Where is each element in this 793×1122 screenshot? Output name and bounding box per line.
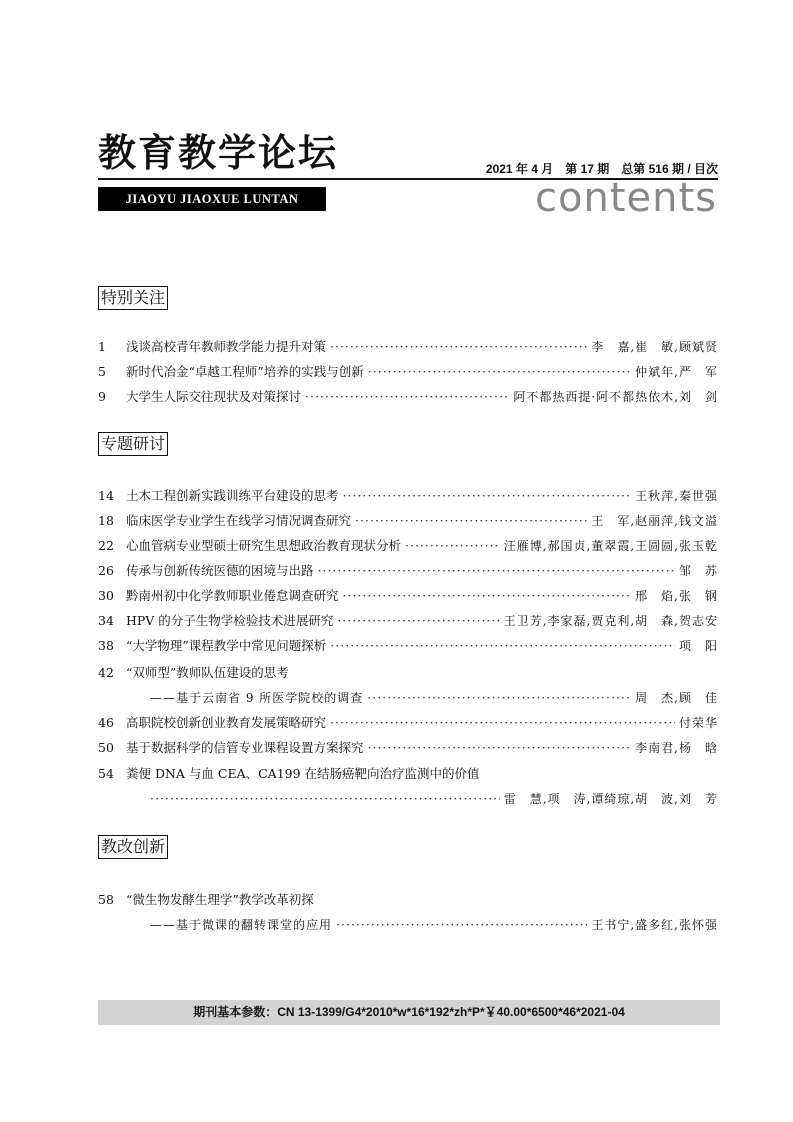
toc-entry[interactable] (98, 610, 718, 630)
toc-entry[interactable] (98, 889, 718, 909)
article-authors: 邹 苏 (678, 563, 718, 578)
journal-title: 教育教学论坛 (98, 131, 339, 175)
article-title: “微生物发酵生理学”教学改革初探 (126, 892, 314, 907)
toc-entry[interactable] (98, 712, 718, 732)
dot-leader (368, 740, 632, 755)
toc-entry[interactable] (98, 763, 718, 783)
article-title: “双师型”教师队伍建设的思考 (126, 665, 289, 680)
article-authors: 王 军,赵丽萍,钱文溢 (591, 513, 718, 528)
page-number: 22 (98, 537, 114, 553)
toc-entry[interactable] (98, 662, 718, 682)
article-authors: 王书宁,盛多红,张怀强 (591, 917, 718, 932)
dot-leader (330, 638, 675, 653)
page-number: 34 (98, 612, 114, 628)
toc-entry[interactable] (98, 585, 718, 605)
dot-leader (318, 563, 675, 578)
dot-leader (336, 917, 587, 932)
dot-leader (343, 588, 632, 603)
page-number: 54 (98, 765, 114, 781)
article-title: 土木工程创新实践训练平台建设的思考 (126, 488, 339, 503)
dot-leader (150, 791, 500, 806)
contents-heading: contents (535, 175, 717, 221)
page-number: 46 (98, 714, 114, 730)
journal-pinyin-banner: JIAOYU JIAOXUE LUNTAN (98, 187, 326, 211)
page-number: 38 (98, 637, 114, 653)
page-number: 1 (98, 338, 106, 354)
article-title: HPV 的分子生物学检验技术进展研究 (126, 613, 334, 628)
toc-entry[interactable] (98, 485, 718, 505)
toc-entry[interactable] (98, 560, 718, 580)
article-title: 大学生人际交往现状及对策探讨 (126, 389, 302, 404)
article-title: “大学物理”课程教学中常见问题探析 (126, 638, 327, 653)
dot-leader (405, 538, 500, 553)
dot-leader (367, 690, 631, 705)
page-number: 58 (98, 891, 114, 907)
article-authors: 周 杰,顾 佳 (635, 690, 718, 705)
article-title: 粪便 DNA 与血 CEA、CA199 在结肠癌靶向治疗监测中的价值 (126, 766, 480, 781)
article-title: 高职院校创新创业教育发展策略研究 (126, 715, 327, 730)
article-title: 传承与创新传统医德的困境与出路 (126, 563, 314, 578)
toc-entry[interactable] (98, 635, 718, 655)
article-title: 黔南州初中化学教师职业倦怠调查研究 (126, 588, 339, 603)
page-number: 42 (98, 664, 114, 680)
dot-leader (337, 613, 499, 628)
article-subtitle: ——基于微课的翻转课堂的应用 (150, 917, 333, 932)
page-number: 14 (98, 487, 114, 503)
article-title: 心血管病专业型硕士研究生思想政治教育现状分析 (126, 538, 402, 553)
article-authors: 李南君,杨 晗 (635, 740, 718, 755)
journal-parameters-footer: 期刊基本参数：CN 13-1399/G4*2010*w*16*192*zh*P*￥40.00*6500*46*2021-04 (98, 1000, 720, 1025)
dot-leader (355, 513, 587, 528)
toc-entry[interactable] (98, 386, 718, 406)
article-authors: 仲斌年,严 军 (635, 364, 718, 379)
section-title: 特别关注 (98, 286, 168, 310)
toc-entry-continuation[interactable] (98, 687, 718, 707)
article-title: 临床医学专业学生在线学习情况调查研究 (126, 513, 352, 528)
toc-entry-continuation[interactable] (98, 914, 718, 934)
section-title: 教改创新 (98, 835, 168, 859)
article-title: 基于数据科学的信管专业课程设置方案探究 (126, 740, 364, 755)
page-number: 50 (98, 739, 114, 755)
dot-leader (330, 715, 675, 730)
article-title: 浅谈高校青年教师教学能力提升对策 (126, 339, 327, 354)
section-title: 专题研讨 (98, 432, 168, 456)
article-subtitle: ——基于云南省 9 所医学院校的调查 (150, 690, 364, 705)
page-number: 30 (98, 587, 114, 603)
article-authors: 王卫芳,李家磊,贾克利,胡 森,贺志安 (503, 613, 718, 628)
article-authors: 项 阳 (678, 638, 718, 653)
dot-leader (330, 339, 587, 354)
article-title: 新时代冶金“卓越工程师”培养的实践与创新 (126, 364, 364, 379)
page-number: 18 (98, 512, 114, 528)
article-authors: 阿不都热西提·阿不都热依木,刘 剑 (513, 389, 718, 404)
toc-entry[interactable] (98, 336, 718, 356)
toc-entry[interactable] (98, 535, 718, 555)
page-number: 5 (98, 363, 106, 379)
toc-entry[interactable] (98, 361, 718, 381)
dot-leader (305, 389, 509, 404)
dot-leader (368, 364, 631, 379)
page-number: 9 (98, 388, 106, 404)
article-authors: 李 嘉,崔 敏,顾斌贤 (591, 339, 718, 354)
toc-entry[interactable] (98, 737, 718, 757)
issue-info: 2021 年 4 月 第 17 期 总第 516 期 / 目次 (485, 162, 718, 176)
toc-entry[interactable] (98, 510, 718, 530)
toc-entry-continuation[interactable] (98, 788, 718, 808)
article-authors: 雷 慧,项 涛,谭绮琼,胡 波,刘 芳 (503, 791, 718, 806)
article-authors: 付荣华 (678, 715, 718, 730)
article-authors: 汪雁博,郝国贞,董翠霞,王圆圆,张玉乾 (503, 538, 718, 553)
article-authors: 王秋萍,秦世强 (635, 488, 718, 503)
dot-leader (343, 488, 632, 503)
article-authors: 邢 焰,张 钢 (635, 588, 718, 603)
page-number: 26 (98, 562, 114, 578)
